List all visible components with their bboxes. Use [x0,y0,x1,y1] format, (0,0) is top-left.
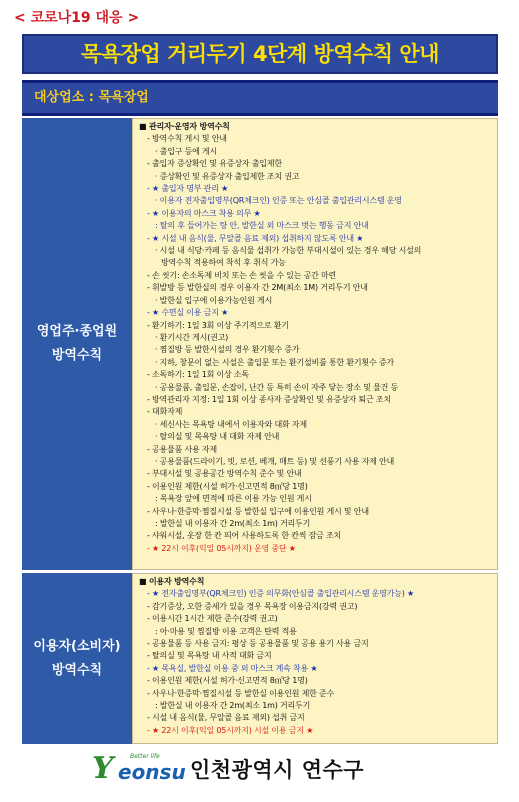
rule-item: - 방역관리자 지정: 1일 1회 이상 종사자 증상확인 및 유증상자 퇴근 조치 [147,394,391,404]
rule-item: - ★ 출입자 명부 관리 ★ [147,184,229,194]
rule-item: - ★ 시설 내 음식(물, 무알콜 음료 제외) 섭취하지 않도록 안내 ★ [147,233,364,243]
rule-heading: ■ 관리자·운영자 방역수칙 [139,122,230,131]
section-body-user [132,573,498,744]
rule-item: · 출입구 등에 게시 [155,146,218,156]
logo-wordmark: eonsu [118,760,186,784]
rule-item: · 찜질방 등 발한시설의 경우 환기횟수 증가 [155,345,300,355]
organization-name: 인천광역시 연수구 [190,758,365,782]
section-label-user [22,573,132,744]
rule-item: : 탈의 후 들어가는 탕 안, 발한실 외 마스크 벗는 행동 금지 안내 [155,221,369,231]
rule-item: · 이용자 전자출입명부(QR체크인) 인증 또는 안심콜 출입관리시스템 운영 [155,196,402,206]
target-business-bar [22,80,498,116]
rule-item: · 증상확인 및 유증상자 출입제한 조치 권고 [155,171,300,181]
section-user-rules [22,573,498,744]
target-business-label: 대상업소 : 목욕장업 [34,90,149,105]
rule-item: - 공용물품 등 사용 금지: 평상 등 공용물품 및 공용 용기 사용 금지 [147,639,369,649]
rule-item: · 시설 내 식당·카페 등 음식물 섭취가 가능한 부대시설이 있는 경우 해당 시설의 [155,246,422,256]
rule-item: - 공용물품 사용 자제 [147,444,217,454]
rule-item: · 환기시간 게시(권고) [155,332,229,342]
rule-item: - 샤워시설, 옷장 한 칸 띄어 사용하도록 한 칸씩 잠금 조치 [147,531,342,541]
rule-item: - ★ 22시 이후(익일 05시까지) 운영 중단 ★ [147,543,296,553]
footer [0,748,519,798]
rule-item: · 발한실 입구에 이용가능인원 게시 [155,295,273,305]
rule-item: - 부대시설 및 공용공간 방역수칙 준수 및 안내 [147,469,302,479]
rule-item: - ★ 전자출입명부(QR체크인) 인증 의무화(안심콜 출입관리시스템 운영가능) ★ [147,589,414,599]
rule-item: - 이용시간 1시간 제한 준수(강력 권고) [147,614,278,624]
section-staff-rules [22,118,498,570]
rule-item: - 이용인원 제한(시설 허가·신고면적 8㎡당 1명) [147,676,308,686]
rule-item: - 시설 내 음식(물, 무알콜 음료 제외) 섭취 금지 [147,713,305,723]
rule-item: : 발한실 내 이용자 간 2m(최소 1m) 거리두기 [155,701,311,711]
rule-item: - 방역수칙 게시 및 안내 [147,134,227,144]
rule-item: - 대화자제 [147,407,183,417]
rule-item: - 손 씻기: 손소독제 비치 또는 손 씻을 수 있는 공간 마련 [147,270,337,280]
rule-item: · 탈의실 및 목욕탕 내 대화 자제 안내 [155,432,280,442]
section-label-line2: 방역수칙 [51,662,103,678]
rule-item: · 공용물품, 출입문, 손잡이, 난간 등 특히 손이 자주 닿는 장소 및 물건 등 [155,382,399,392]
section-label-line1: 이용자(소비자) [33,638,121,654]
rule-item: - 사우나·한증막·찜질시설 등 발한실 입구에 이용인원 게시 및 안내 [147,506,369,516]
logo-tagline: Better life [130,753,160,760]
rule-item: : 아·마용 및 찜질방 이용 고객은 탄력 적용 [155,626,297,636]
rule-item: - 감기증상, 오한 증세가 있을 경우 목욕장 이용금지(강력 권고) [147,601,358,611]
rule-item: · 공용물품(드라이기, 빗, 로션, 베개, 매트 등) 및 선풍기 사용 자제 안내 [155,456,395,466]
page-title: 목욕장업 거리두기 4단계 방역수칙 안내 [81,42,439,66]
section-label-staff [22,118,132,570]
rule-item: : 목욕장 앞에 면적에 따른 이용 가능 인원 게시 [155,494,312,504]
rule-item: - 환기하기: 1일 3회 이상 주기적으로 환기 [147,320,289,330]
rule-item: - 소독하기: 1일 1회 이상 소독 [147,370,249,380]
rule-item: - 이용인원 제한(시설 허가·신고면적 8㎡당 1명) [147,481,308,491]
title-banner [22,34,498,74]
section-label-line1: 영업주·종업원 [36,324,118,339]
rule-item: - 탈의실 및 목욕탕 내 사적 대화 금지 [147,651,272,661]
rule-item: - 사우나·한증막·찜질시설 등 발한실 이용인원 제한 준수 [147,688,335,698]
rule-item: - ★ 22시 이후(익일 05시까지) 시설 이용 금지 ★ [147,725,314,735]
rule-item: - ★ 이용자의 마스크 착용 의무 ★ [147,208,261,218]
rule-item: - 출입자 증상확인 및 유증상자 출입제한 [147,159,282,169]
covid-response-tag: < 코로나19 대응 > [14,10,140,26]
section-label-line2: 방역수칙 [51,348,103,363]
rule-item: · 세신사는 목욕탕 내에서 이용자와 대화 자제 [155,419,307,429]
rule-item: · 지하, 창문이 없는 시설은 출입문 또는 환기설비를 통한 환기횟수 증가 [155,357,394,367]
section-body-staff [132,118,498,570]
rule-item: 방역수칙 적용하여 착석 후 취식 가능 [161,258,286,268]
rule-item: : 발한실 내 이용자 간 2m(최소 1m) 거리두기 [155,519,311,528]
rule-item: - ★ 수면실 이용 금지 ★ [147,308,229,318]
logo-initial: Y [92,751,114,786]
rule-item: - ★ 목욕실, 발한실 이용 중 외 마스크 계속 착용 ★ [147,663,318,673]
rule-heading: ■ 이용자 방역수칙 [139,577,205,586]
rule-item: - 휘발방 등 발한실의 경우 이용자 간 2M(최소 1M) 거리두기 안내 [147,283,368,293]
